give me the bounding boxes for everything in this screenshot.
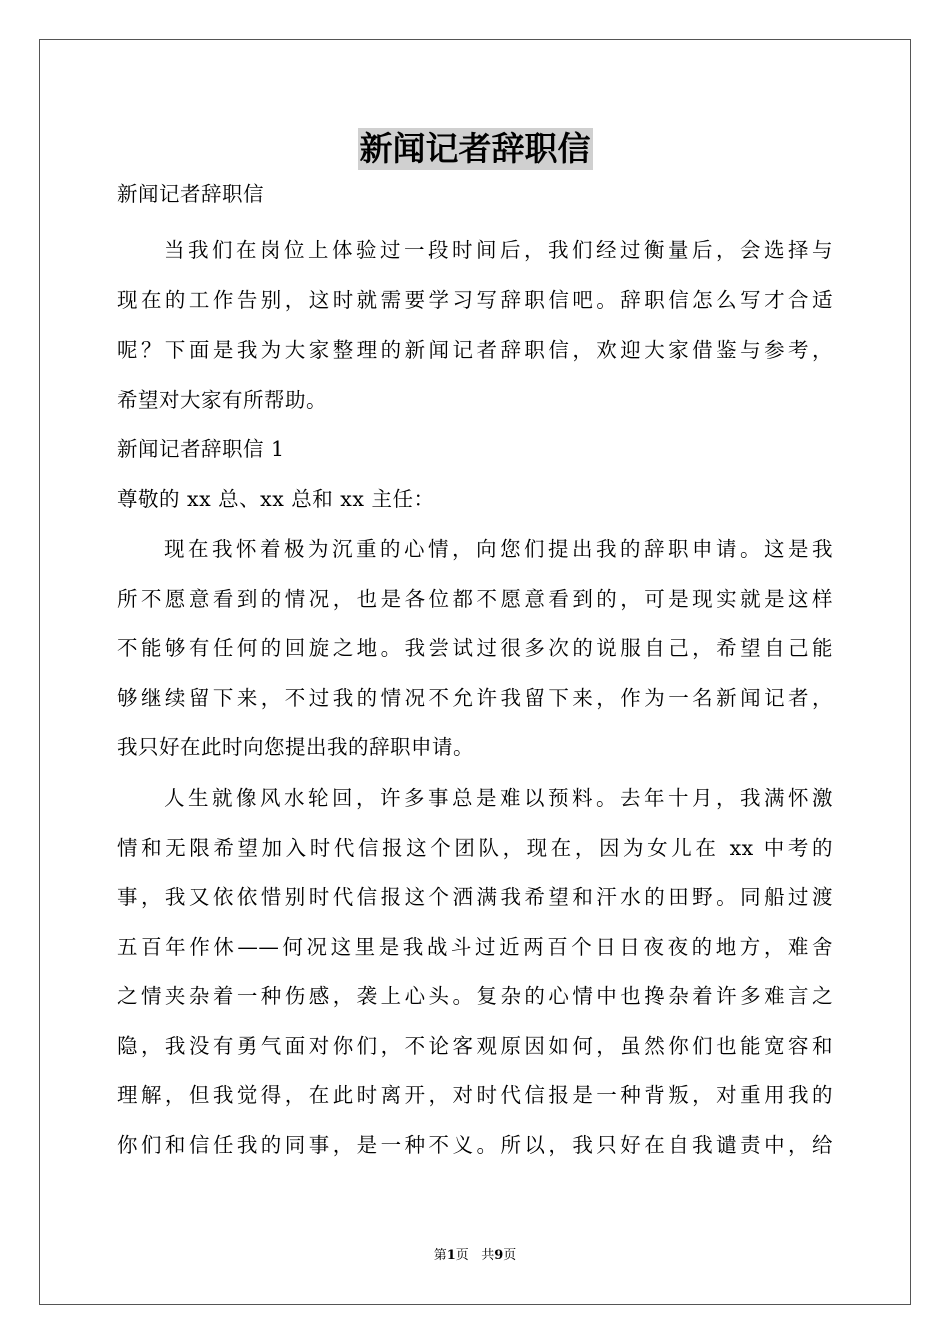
text-line: 当我们在岗位上体验过一段时间后，我们经过衡量后，会选择与 — [164, 238, 833, 262]
total-pages: 9 — [494, 1248, 504, 1263]
text-line: 够继续留下来，不过我的情况不允许我留下来，作为一名新闻记者， — [117, 685, 833, 710]
text-line: 所不愿意看到的情况，也是各位都不愿意看到的，可是现实就是这样 — [117, 586, 833, 611]
page-number: 1 — [446, 1248, 456, 1263]
salutation: 尊敬的 xx 总、xx 总和 xx 主任： — [117, 487, 435, 511]
total-suffix: 页 — [503, 1248, 517, 1263]
text-line: 事，我又依依惜别时代信报这个洒满我希望和汗水的田野。同船过渡 — [117, 885, 833, 909]
paragraph-1 — [117, 535, 833, 761]
text-line: 我只好在此时向您提出我的辞职申请。 — [117, 735, 474, 759]
paragraph-2 — [117, 784, 833, 1159]
document-subtitle: 新闻记者辞职信 — [117, 182, 264, 206]
intro-paragraph — [117, 236, 833, 414]
text-line: 理解，但我觉得，在此时离开，对时代信报是一种背叛，对重用我的 — [117, 1083, 833, 1107]
text-line: 隐，我没有勇气面对你们，不论客观原因如何，虽然你们也能宽容和 — [117, 1033, 833, 1058]
text-line: 不能够有任何的回旋之地。我尝试过很多次的说服自己，希望自己能 — [117, 636, 833, 660]
text-line: 之情夹杂着一种伤感，袭上心头。复杂的心情中也搀杂着许多难言之 — [117, 984, 833, 1008]
page-footer — [0, 1247, 950, 1265]
text-line: 情和无限希望加入时代信报这个团队，现在，因为女儿在 xx 中考的 — [117, 835, 833, 860]
text-line: 你们和信任我的同事，是一种不义。所以，我只好在自我谴责中，给 — [117, 1132, 833, 1157]
text-line: 现在我怀着极为沉重的心情，向您们提出我的辞职申请。这是我 — [164, 537, 833, 561]
document-title: 新闻记者辞职信 — [359, 129, 591, 168]
total-prefix: 共 — [481, 1248, 495, 1263]
title-container — [0, 128, 950, 170]
text-line: 现在的工作告别，这时就需要学习写辞职信吧。辞职信怎么写才合适 — [117, 288, 833, 312]
text-line: 希望对大家有所帮助。 — [117, 388, 327, 412]
page-prefix: 第 — [433, 1248, 447, 1263]
text-line: 呢？下面是我为大家整理的新闻记者辞职信，欢迎大家借鉴与参考， — [117, 338, 833, 362]
text-line: 五百年作休——何况这里是我战斗过近两百个日日夜夜的地方，难舍 — [117, 934, 833, 959]
text-line: 人生就像风水轮回，许多事总是难以预料。去年十月，我满怀激 — [164, 786, 833, 810]
page-suffix: 页 — [455, 1248, 469, 1263]
section-heading: 新闻记者辞职信 1 — [117, 437, 285, 461]
